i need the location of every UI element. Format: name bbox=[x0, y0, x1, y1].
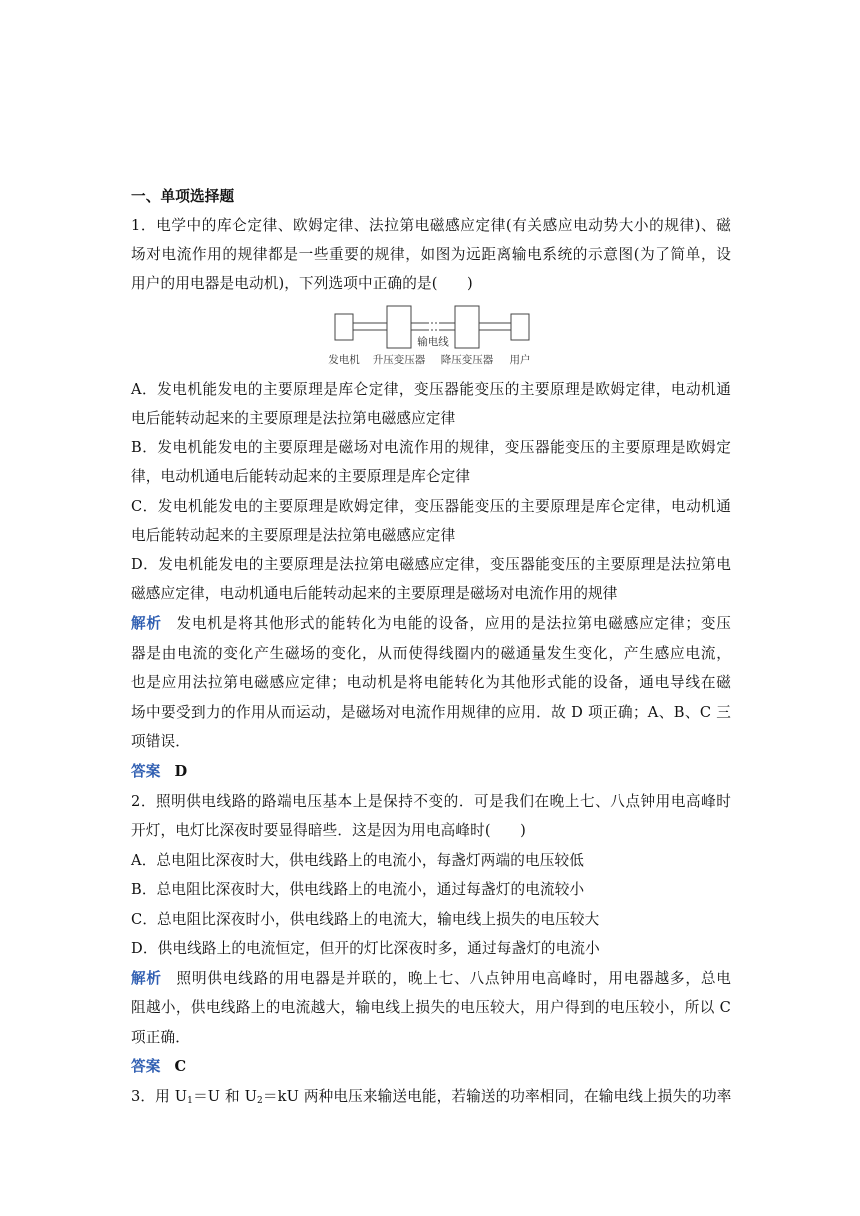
q2-analysis-line-3: 项正确． bbox=[131, 1029, 190, 1046]
q1-option-a-line-1: A．发电机能发电的主要原理是库仑定律，变压器能变压的主要原理是欧姆定律，电动机通 bbox=[131, 381, 731, 398]
q1-stem-line-2: 场对电流作用的规律都是一些重要的规律，如图为远距离输电系统的示意图(为了简单，设 bbox=[131, 246, 731, 263]
q1-option-d-line-2: 磁感应定律，电动机通电后能转动起来的主要原理是磁场对电流作用的规律 bbox=[131, 585, 618, 602]
q2-stem-line-1: 2．照明供电线路的路端电压基本上是保持不变的．可是我们在晚上七、八点钟用电高峰时 bbox=[131, 793, 731, 810]
q2-answer-value: C bbox=[174, 1058, 187, 1075]
answer-tag: 答案 bbox=[131, 763, 161, 780]
q1-option-c-line-1: C．发电机能发电的主要原理是欧姆定律，变压器能变压的主要原理是库仑定律，电动机通 bbox=[131, 498, 731, 515]
q1-analysis-line-3: 也是应用法拉第电磁感应定律；电动机是将电能转化为其他形式能的设备，通电导线在磁 bbox=[131, 674, 731, 691]
q3-text-prefix: 3．用 U bbox=[131, 1088, 188, 1105]
q2-option-c: C．总电阻比深夜时小，供电线路上的电流大，输电线上损失的电压较大 bbox=[131, 911, 600, 928]
wire-label: 输电线 bbox=[417, 336, 449, 348]
q1-stem-line-3: 用户的用电器是电动机)，下列选项中正确的是( ) bbox=[131, 275, 473, 292]
q1-option-c-line-2: 电后能转动起来的主要原理是法拉第电磁感应定律 bbox=[131, 527, 456, 544]
q2-analysis-text-1: 照明供电线路的用电器是并联的，晚上七、八点钟用电高峰时，用电器越多，总电 bbox=[175, 970, 731, 987]
user-box bbox=[511, 314, 529, 340]
q3-text-suffix: ＝kU 两种电压来输送电能，若输送的功率相同，在输电线上损失的功率 bbox=[262, 1088, 732, 1105]
q3-sub-2: 2 bbox=[257, 1096, 263, 1106]
q1-answer-value: D bbox=[174, 763, 188, 780]
label-step-up-transformer: 升压变压器 bbox=[372, 354, 426, 366]
power-transmission-diagram bbox=[327, 305, 537, 367]
step-up-transformer-box bbox=[387, 306, 411, 348]
q2-option-b: B．总电阻比深夜时大，供电线路上的电流小，通过每盏灯的电流较小 bbox=[131, 881, 585, 898]
section-title: 一、单项选择题 bbox=[131, 188, 235, 205]
q3-stem-line-1 bbox=[131, 1087, 731, 1107]
q1-analysis-line-1 bbox=[131, 614, 731, 634]
q1-option-b-line-2: 律，电动机通电后能转动起来的主要原理是库仑定律 bbox=[131, 468, 471, 485]
label-user: 用户 bbox=[509, 354, 531, 366]
q1-option-b-line-1: B．发电机能发电的主要原理是磁场对电流作用的规律，变压器能变压的主要原理是欧姆定 bbox=[131, 439, 731, 456]
q1-answer bbox=[131, 762, 731, 782]
q2-answer bbox=[131, 1057, 731, 1077]
generator-box bbox=[335, 314, 353, 340]
analysis-tag: 解析 bbox=[131, 615, 162, 632]
q1-analysis-line-4: 场中要受到力的作用从而运动，是磁场对电流作用规律的应用．故 D 项正确；A、B、C 三 bbox=[131, 704, 731, 721]
q1-stem-line-1: 1．电学中的库仑定律、欧姆定律、法拉第电磁感应定律(有关感应电动势大小的规律)、磁 bbox=[131, 217, 731, 234]
analysis-tag: 解析 bbox=[131, 970, 162, 987]
q1-analysis-line-5: 项错误． bbox=[131, 733, 190, 750]
q2-option-a: A．总电阻比深夜时大，供电线路上的电流小，每盏灯两端的电压较低 bbox=[131, 852, 585, 869]
label-step-down-transformer: 降压变压器 bbox=[440, 354, 494, 366]
q2-stem-line-2: 开灯，电灯比深夜时要显得暗些．这是因为用电高峰时( ) bbox=[131, 822, 527, 839]
q1-option-d-line-1: D．发电机能发电的主要原理是法拉第电磁感应定律，变压器能变压的主要原理是法拉第电 bbox=[131, 556, 731, 573]
q3-sub-1: 1 bbox=[187, 1096, 194, 1106]
q2-option-d: D．供电线路上的电流恒定，但开的灯比深夜时多，通过每盏灯的电流小 bbox=[131, 940, 600, 957]
q3-text-mid: ＝U 和 U bbox=[193, 1088, 258, 1105]
step-down-transformer-box bbox=[455, 306, 479, 348]
label-generator: 发电机 bbox=[328, 354, 360, 366]
q1-analysis-text-1: 发电机是将其他形式的能转化为电能的设备，应用的是法拉第电磁感应定律；变压 bbox=[175, 615, 731, 632]
q1-option-a-line-2: 电后能转动起来的主要原理是法拉第电磁感应定律 bbox=[131, 410, 456, 427]
q2-analysis-line-2: 阻越小，供电线路上的电流越大，输电线上损失的电压较大，用户得到的电压较小，所以 C bbox=[131, 999, 731, 1016]
q2-analysis-line-1 bbox=[131, 969, 731, 989]
q1-analysis-line-2: 器是由电流的变化产生磁场的变化，从而使得线圈内的磁通量发生变化，产生感应电流， bbox=[131, 645, 731, 662]
answer-tag: 答案 bbox=[131, 1058, 161, 1075]
